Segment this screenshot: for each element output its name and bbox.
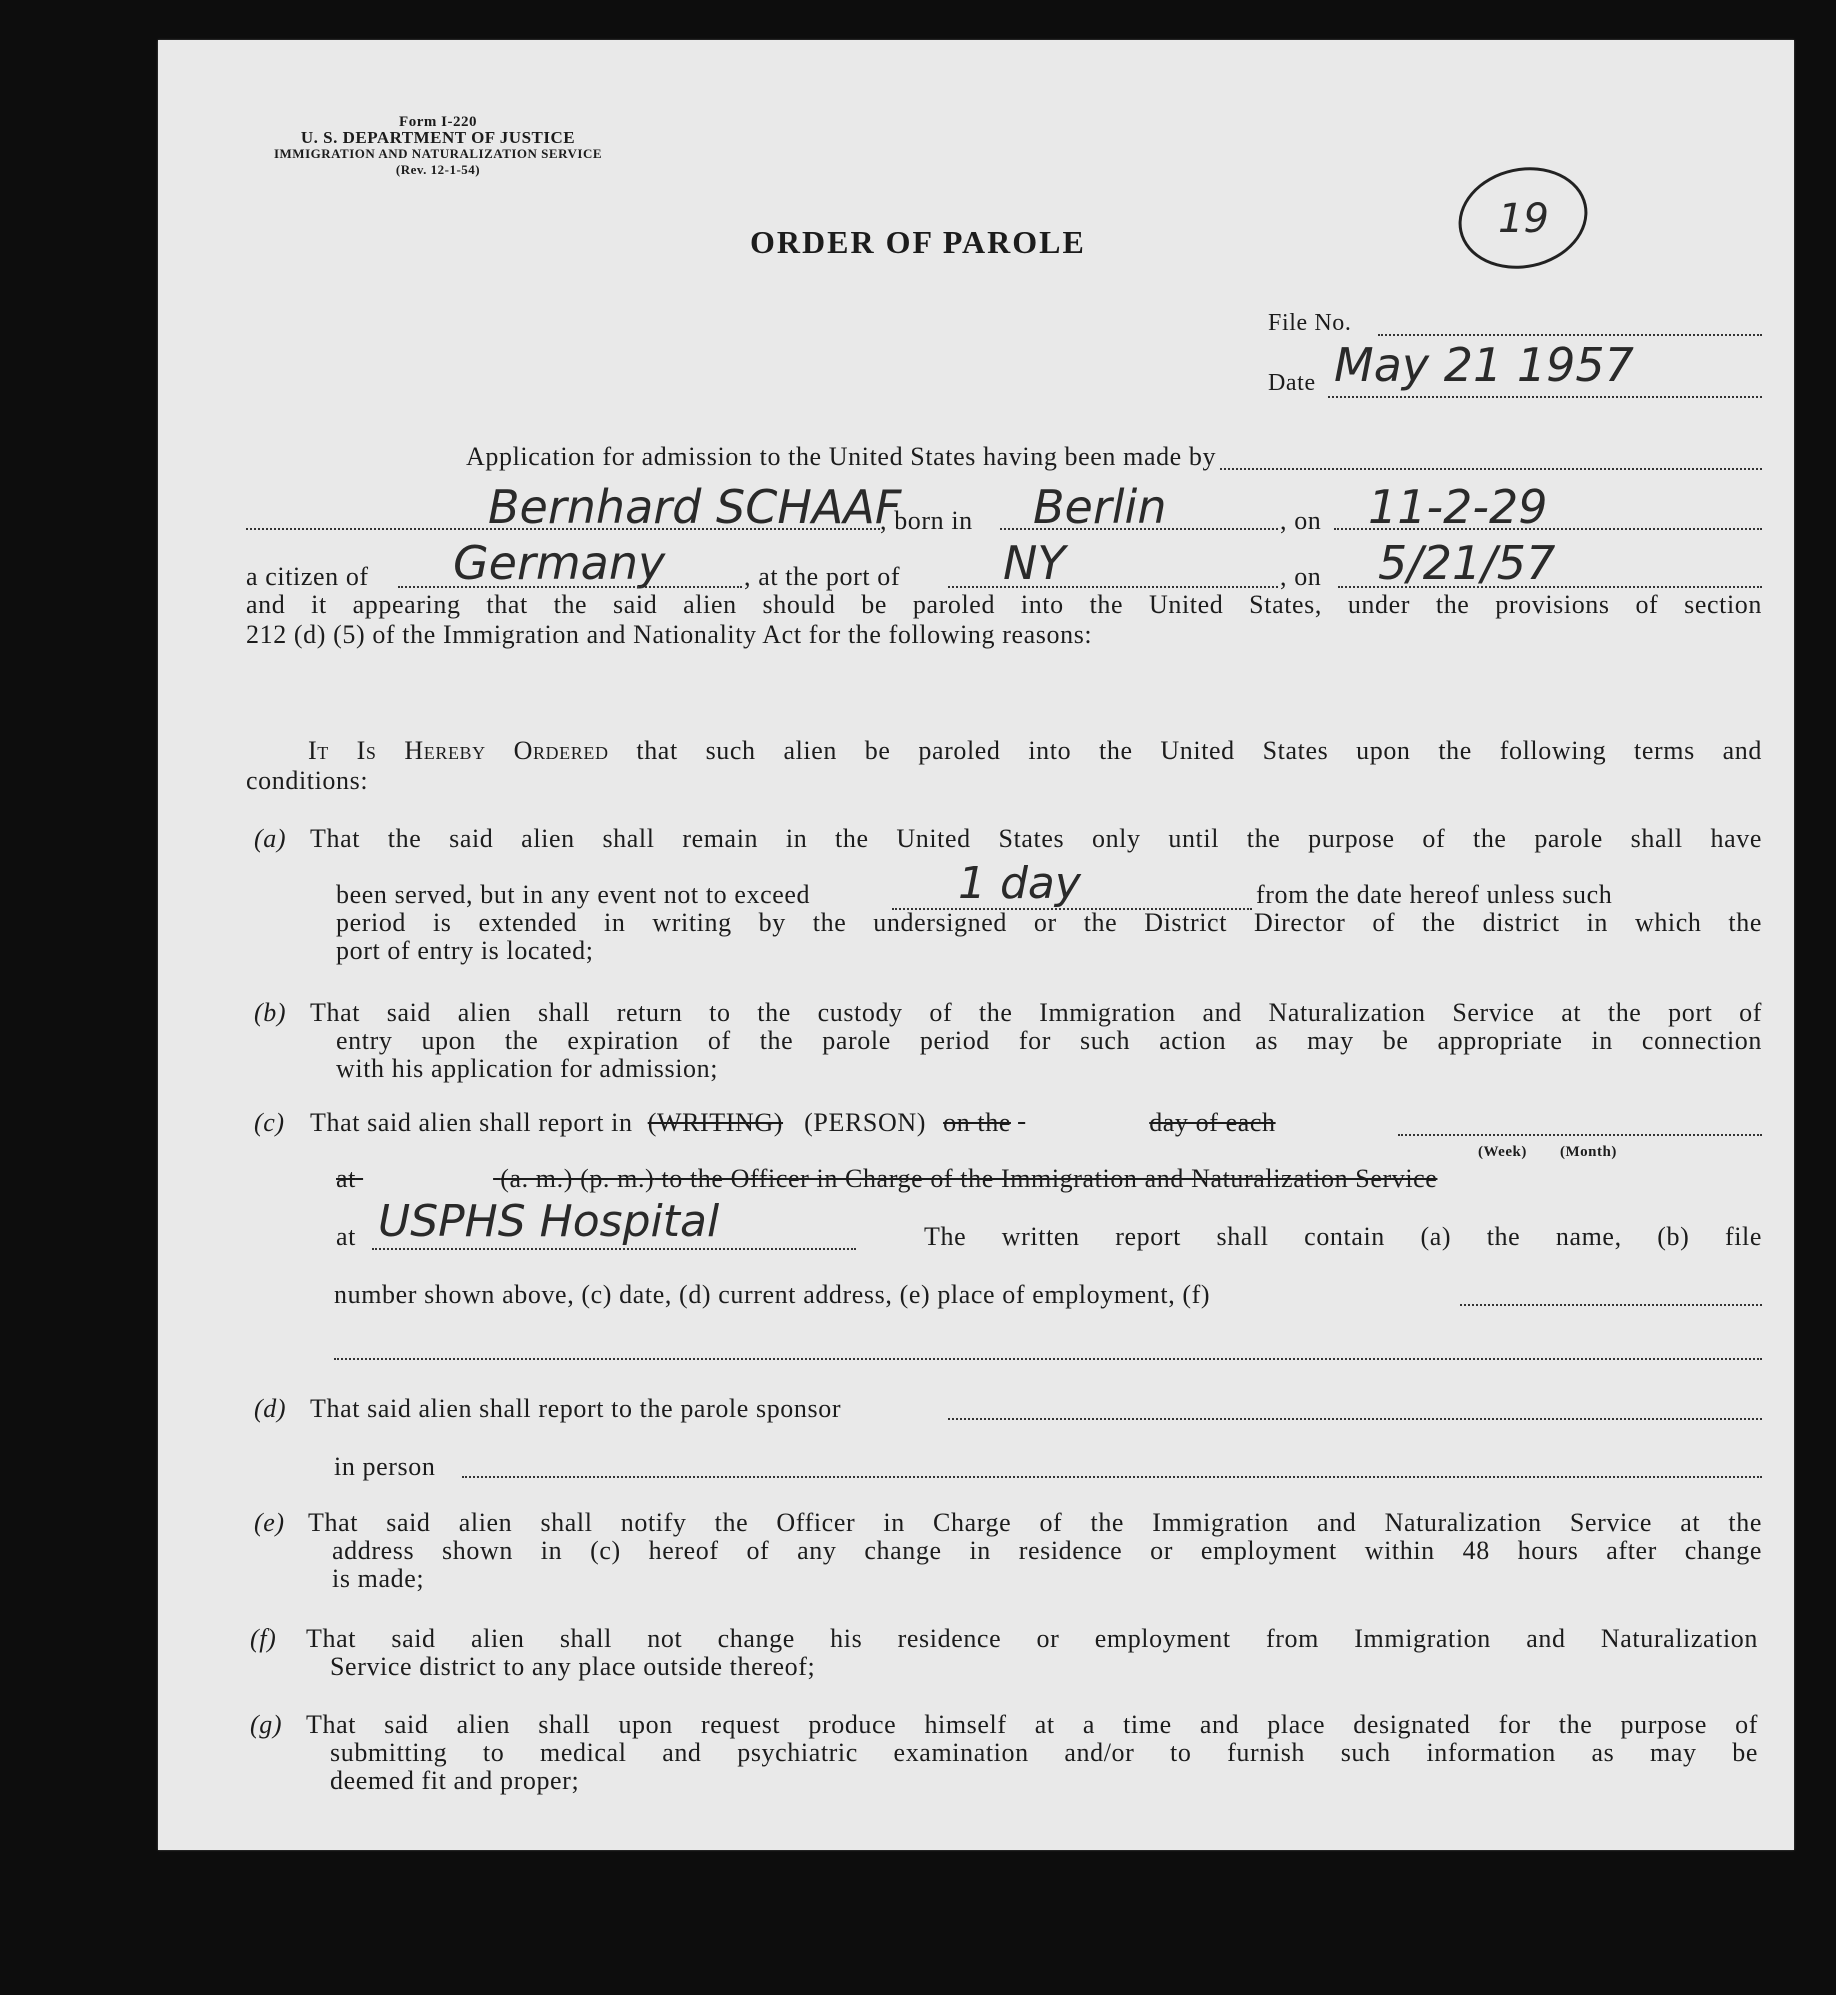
condition-g-line-1: That said alien shall upon request produce himself at a time and place designated for the purpose of — [306, 1710, 1758, 1739]
condition-d-sponsor-line — [948, 1418, 1762, 1420]
page-title: ORDER OF PAROLE — [750, 224, 1086, 260]
port-label: , at the port of — [744, 562, 901, 591]
condition-d-line-1: That said alien shall report to the parole sponsor — [310, 1394, 842, 1423]
condition-c-at-1: at — [336, 1164, 356, 1193]
condition-c-person: (PERSON) — [804, 1108, 926, 1137]
condition-b-line-2: entry upon the expiration of the parole period for such action as may be appropriate in connection — [336, 1026, 1762, 1055]
port-of-entry: NY — [1003, 536, 1066, 590]
condition-c-ampm: (a. m.) (p. m.) — [500, 1164, 655, 1193]
condition-b-line-3: with his application for admission; — [336, 1054, 719, 1083]
form-header — [238, 114, 638, 178]
condition-c-written-report: The written report shall contain (a) the name, (b) file — [924, 1222, 1762, 1251]
condition-d-line-2: in person — [334, 1452, 436, 1481]
condition-a-line-4: port of entry is located; — [336, 936, 594, 965]
condition-c-location-line — [372, 1248, 856, 1250]
condition-a-duration: 1 day — [958, 858, 1081, 909]
condition-a-label: (a) — [254, 824, 287, 853]
condition-c-day-of-each: day of each — [1149, 1108, 1276, 1137]
condition-c-line-4-blank — [1460, 1304, 1762, 1306]
condition-f-line-2: Service district to any place outside thereof; — [330, 1652, 816, 1681]
arrival-date: 5/21/57 — [1378, 536, 1556, 590]
condition-c-week: (Week) — [1478, 1144, 1527, 1160]
condition-a-line-3: period is extended in writing by the undersigned or the District Director of the district in which the — [336, 908, 1762, 937]
condition-c-on-the: on the — [943, 1108, 1011, 1137]
condition-c-line-4: number shown above, (c) date, (d) current address, (e) place of employment, (f) — [334, 1280, 1211, 1309]
birth-date-line — [1334, 528, 1762, 530]
application-line-1-blank — [1220, 468, 1762, 470]
condition-a-line-2-pre: been served, but in any event not to exceed — [336, 880, 811, 909]
condition-b-label: (b) — [254, 998, 287, 1027]
condition-b-line-1: That said alien shall return to the custody of the Immigration and Naturalization Service at the port of — [310, 998, 1762, 1027]
citizenship: Germany — [453, 536, 666, 590]
condition-g-line-2: submitting to medical and psychiatric examination and/or to furnish such information as may be — [330, 1738, 1758, 1767]
applicant-name-line — [246, 528, 880, 530]
revision-date: (Rev. 12-1-54) — [395, 162, 481, 177]
citizenship-line — [398, 586, 742, 588]
condition-d-person-line — [462, 1476, 1762, 1478]
condition-c-month: (Month) — [1560, 1144, 1617, 1160]
condition-g-label: (g) — [250, 1710, 283, 1739]
condition-f-label: (f) — [250, 1624, 277, 1653]
file-no-line — [1378, 334, 1762, 336]
condition-e-label: (e) — [254, 1508, 285, 1537]
form-page — [158, 40, 1794, 1850]
applicant-name: Bernhard SCHAAF — [488, 480, 902, 534]
department-name: U. S. DEPARTMENT OF JUSTICE — [300, 128, 576, 147]
condition-c-label: (c) — [254, 1108, 285, 1137]
birth-date: 11-2-29 — [1368, 480, 1548, 534]
condition-f-line-1: That said alien shall not change his residence or employment from Immigration and Naturalization — [306, 1624, 1758, 1653]
condition-c-each-line — [1398, 1134, 1762, 1136]
condition-c-writing: (WRITING) — [647, 1108, 784, 1137]
circled-number: 19 — [1498, 196, 1549, 242]
born-in-label: , born in — [880, 506, 973, 535]
condition-e-line-1: That said alien shall notify the Officer in Charge of the Immigration and Naturalization Service at the — [308, 1508, 1762, 1537]
condition-c-time-blank — [363, 1164, 493, 1194]
condition-c-line-2 — [336, 1164, 1437, 1194]
condition-c-blank — [1018, 1108, 1142, 1138]
order-lead-small-caps: It Is Hereby Ordered — [308, 736, 609, 765]
arrival-date-line — [1338, 586, 1762, 588]
date-line — [1328, 396, 1762, 398]
condition-g-line-3: deemed fit and proper; — [330, 1766, 580, 1795]
condition-c-line-1 — [310, 1108, 1276, 1138]
date-label: Date — [1268, 370, 1316, 396]
condition-d-label: (d) — [254, 1394, 287, 1423]
form-number: Form I-220 — [399, 114, 477, 130]
application-line-5: 212 (d) (5) of the Immigration and Nationality Act for the following reasons: — [246, 620, 1093, 649]
condition-e-line-2: address shown in (c) hereof of any change in residence or employment within 48 hours after change — [332, 1536, 1762, 1565]
order-lead-line-2: conditions: — [246, 766, 369, 795]
birth-on-label: , on — [1280, 506, 1322, 535]
condition-c-line-1-pre: That said alien shall report in — [310, 1108, 633, 1137]
arrival-on-label: , on — [1280, 562, 1322, 591]
birthplace: Berlin — [1033, 480, 1167, 534]
condition-e-line-3: is made; — [332, 1564, 425, 1593]
order-lead-rest: that such alien be paroled into the United States upon the following terms and — [636, 736, 1762, 765]
application-line-1: Application for admission to the United States having been made by — [466, 442, 1217, 471]
file-no-label: File No. — [1268, 310, 1352, 336]
service-name: IMMIGRATION AND NATURALIZATION SERVICE — [273, 146, 603, 161]
port-line — [948, 586, 1278, 588]
condition-c-at-2: at — [336, 1222, 356, 1251]
citizen-label: a citizen of — [246, 562, 369, 591]
condition-a-line-2-post: from the date hereof unless such — [1256, 880, 1613, 909]
condition-c-officer: to the Officer in Charge of the Immigration and Naturalization Service — [661, 1164, 1438, 1193]
application-line-4: and it appearing that the said alien should be paroled into the United States, under the provisions of section — [246, 590, 1762, 619]
order-lead — [308, 736, 1762, 766]
condition-c-extra-line — [334, 1358, 1762, 1360]
date-value: May 21 1957 — [1334, 338, 1634, 392]
condition-c-location: USPHS Hospital — [378, 1196, 720, 1247]
birthplace-line — [1000, 528, 1278, 530]
condition-a-line-1: That the said alien shall remain in the United States only until the purpose of the parole shall have — [310, 824, 1762, 853]
